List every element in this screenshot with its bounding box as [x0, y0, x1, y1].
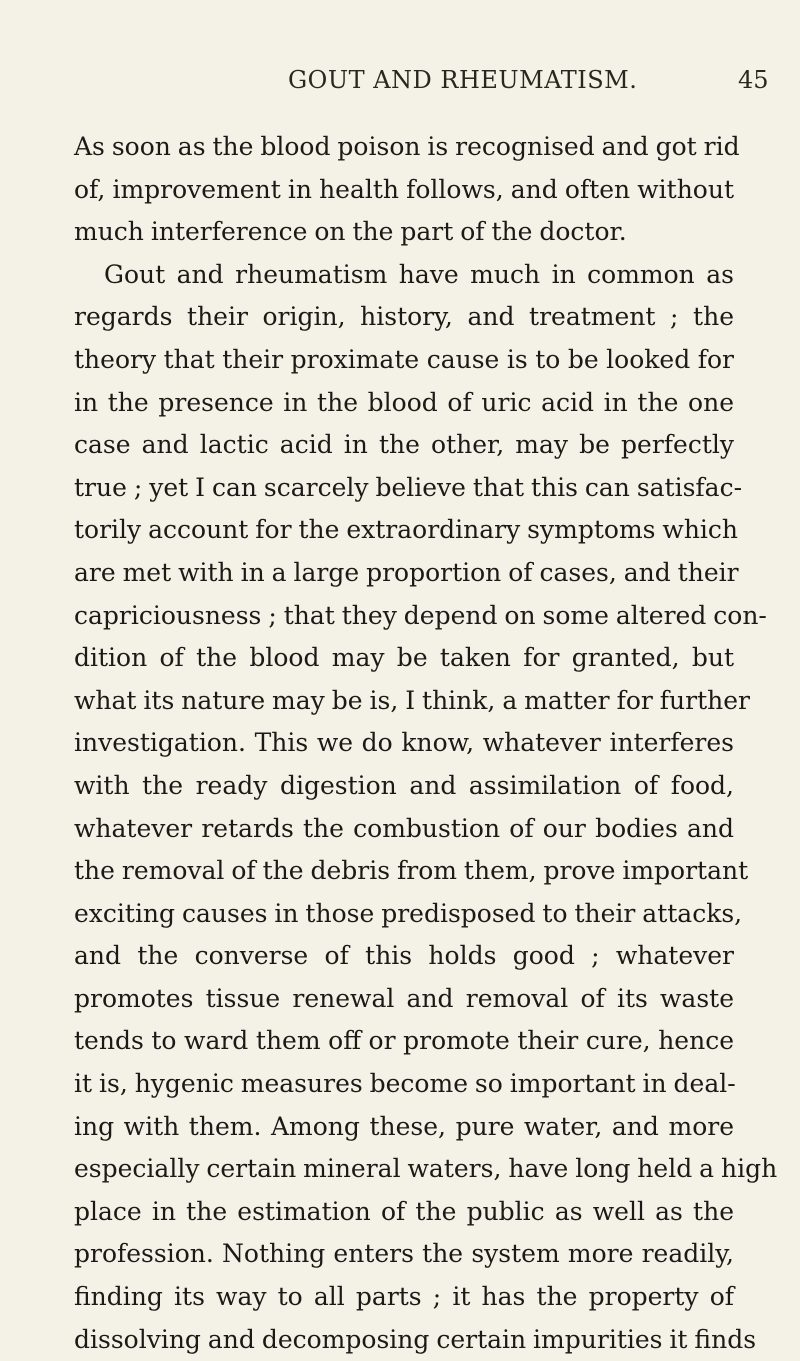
text-line: finding its way to all parts ; it has the property of	[74, 1282, 734, 1312]
page-number: 45	[738, 66, 769, 94]
text-line: investigation. This we do know, whatever interferes	[74, 728, 734, 758]
paragraph-start-line: Gout and rheumatism have much in common as	[104, 259, 734, 289]
text-line: As soon as the blood poison is recognised and got rid	[74, 132, 740, 161]
text-line: especially certain mineral waters, have long held a high	[74, 1154, 778, 1184]
text-line: whatever retards the combustion of our bodies and	[74, 813, 734, 843]
text-line: it is, hygenic measures become so important in deal-	[74, 1069, 736, 1099]
running-head	[0, 66, 800, 106]
text-line: capriciousness ; that they depend on some altered con-	[74, 600, 767, 630]
text-line: exciting causes in those predisposed to their attacks,	[74, 898, 743, 928]
body-text	[74, 126, 778, 1361]
text-line: dissolving and decomposing certain impurities it finds	[74, 1324, 757, 1354]
text-line: ing with them. Among these, pure water, and more	[74, 1111, 734, 1141]
text-line: true ; yet I can scarcely believe that this can satisfac-	[74, 472, 743, 502]
text-line: with the ready digestion and assimilation of food,	[74, 770, 734, 800]
text-line: in the presence in the blood of uric acid in the one	[74, 387, 734, 417]
text-line: place in the estimation of the public as well as the	[74, 1196, 734, 1226]
text-line: much interference on the part of the doctor.	[74, 217, 627, 247]
text-line: the removal of the debris from them, prove important	[74, 856, 749, 886]
text-line: of, improvement in health follows, and often without	[74, 174, 734, 204]
text-line: torily account for the extraordinary symptoms which	[74, 515, 739, 545]
running-title: GOUT AND RHEUMATISM.	[288, 66, 638, 94]
text-line: regards their origin, history, and treatment ; the	[74, 302, 734, 332]
text-line: what its nature may be is, I think, a matter for further	[74, 685, 750, 715]
text-line: tends to ward them off or promote their cure, hence	[74, 1026, 734, 1056]
text-line: profession. Nothing enters the system more readily,	[74, 1239, 734, 1269]
text-line: theory that their proximate cause is to be looked for	[74, 344, 734, 374]
text-line: are met with in a large proportion of cases, and their	[74, 557, 739, 587]
text-line: dition of the blood may be taken for granted, but	[74, 643, 734, 673]
text-line: promotes tissue renewal and removal of its waste	[74, 983, 734, 1013]
text-line: and the converse of this holds good ; whatever	[74, 941, 734, 971]
text-line: case and lactic acid in the other, may be perfectly	[74, 430, 734, 460]
